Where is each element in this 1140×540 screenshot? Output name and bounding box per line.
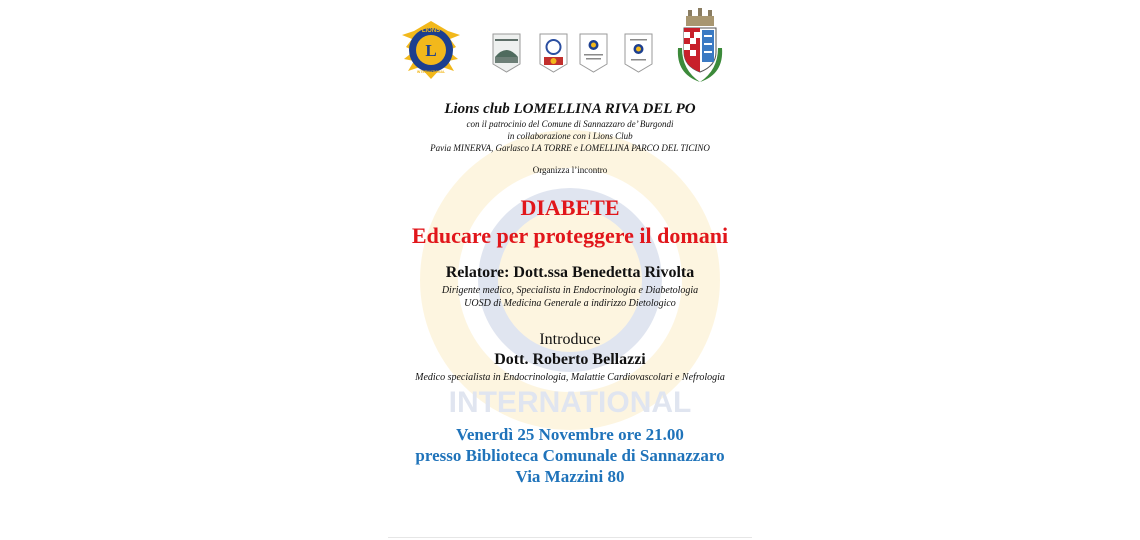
logo-row (388, 0, 752, 95)
club-pennant-icon (579, 33, 608, 73)
introducer-name: Dott. Roberto Bellazzi (494, 351, 646, 368)
introducer-role: Medico specialista in Endocrinologia, Malattie Cardiovascolari e Nefrologia (415, 372, 725, 383)
patronage-text: con il patrocinio del Comune di Sannazzaro de’ Burgondi (466, 119, 674, 129)
club-pennant-icon (624, 33, 653, 73)
club-pennant-icon (539, 33, 568, 73)
municipal-crest-icon (672, 8, 728, 86)
watermark-text: INTERNATIONAL (448, 386, 692, 419)
event-venue: presso Biblioteca Comunale di Sannazzaro (415, 446, 725, 465)
speaker-role-line-1: Dirigente medico, Specialista in Endocrinologia e Diabetologia (441, 285, 699, 296)
partner-clubs-text: Pavia MINERVA, Garlasco LA TORRE e LOMELLINA PARCO DEL TICINO (430, 143, 710, 153)
poster-bottom-divider (388, 537, 752, 538)
speaker-role-line-2: UOSD di Medicina Generale a indirizzo Dietologico (464, 298, 676, 309)
lions-logo-text: LIONS (421, 28, 441, 34)
club-pennant-icon (492, 33, 521, 73)
introduces-label: Introduce (539, 331, 601, 348)
lions-logo-icon (398, 17, 464, 83)
event-subtitle: Educare per proteggere il domani (411, 223, 729, 248)
svg-text:L: L (425, 41, 437, 60)
collaboration-text: in collaborazione con i Lions Club (507, 131, 633, 141)
event-date-time: Venerdì 25 Novembre ore 21.00 (456, 425, 684, 444)
event-address: Via Mazzini 80 (515, 467, 625, 486)
club-name: Lions club LOMELLINA RIVA DEL PO (444, 101, 696, 117)
event-title: DIABETE (520, 195, 620, 220)
organizes-text: Organizza l’incontro (532, 165, 608, 175)
speaker-name: Relatore: Dott.ssa Benedetta Rivolta (445, 264, 695, 281)
event-poster (388, 0, 752, 540)
lions-logo-ring-text: INTERNATIONAL (416, 70, 446, 74)
